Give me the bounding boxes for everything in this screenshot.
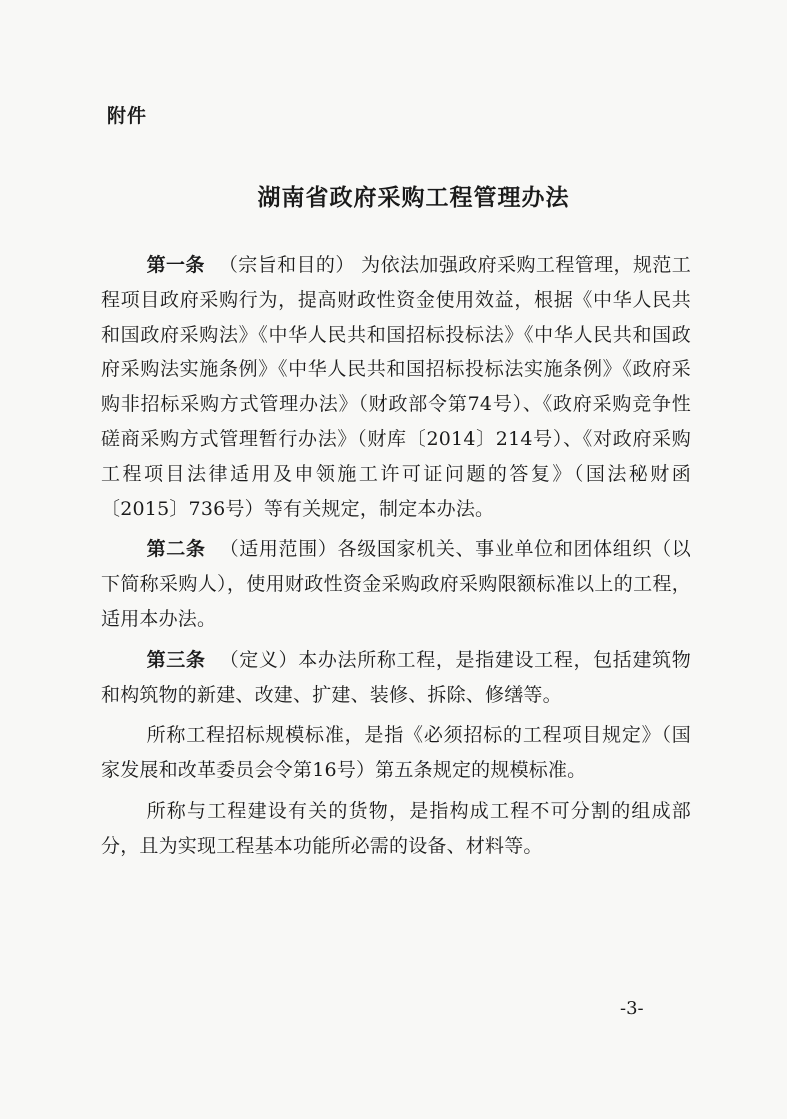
definition-scale-text: 所称工程招标规模标准，是指《必须招标的工程项目规定》（国家发展和改革委员会令第16号）第五条规定的规模标准。 [101,724,691,782]
attachment-label: 附件 [107,105,148,127]
article-3-paragraph [101,643,691,713]
article-3-number: 第三条 [146,648,206,671]
article-1-number: 第一条 [146,254,205,276]
article-1-paragraph [101,248,691,526]
document-title: 湖南省政府采购工程管理办法 [257,185,570,211]
article-2-text: （适用范围）各级国家机关、事业单位和团体组织（以下简称采购人），使用财政性资金采购政府采购限额标准以上的工程，适用本办法。 [101,538,691,630]
article-3-text: （定义）本办法所称工程，是指建设工程，包括建筑物和构筑物的新建、改建、扩建、装修、拆除、修缮等。 [101,648,691,706]
definition-scale-paragraph [101,718,691,788]
article-2-paragraph [101,532,691,636]
document-body [101,248,691,864]
definition-goods-text: 所称与工程建设有关的货物，是指构成工程不可分割的组成部分，且为实现工程基本功能所必需的设备、材料等。 [101,799,691,857]
article-2-number: 第二条 [146,538,206,561]
definition-goods-paragraph [101,794,691,864]
article-1-text: （宗旨和目的） 为依法加强政府采购工程管理，规范工程项目政府采购行为，提高财政性资金使用效益，根据《中华人民共和国政府采购法》《中华人民共和国招标投标法》《中华人民共和国政府采购法实施条例》《中华人民共和国招标投标法实施条例》《政府采购非招标采购方式管理办法》（财政部令第74号）、《政府采购竞争性磋商采购方式管理暂行办法》（财库〔2014〕214号）、《对政府采购工程项目法律适用及申领施工许可证问题的答复》（国法秘财函〔2015〕736号）等有关规定，制定本办法。 [101,254,691,520]
page-number: -3- [620,998,644,1019]
